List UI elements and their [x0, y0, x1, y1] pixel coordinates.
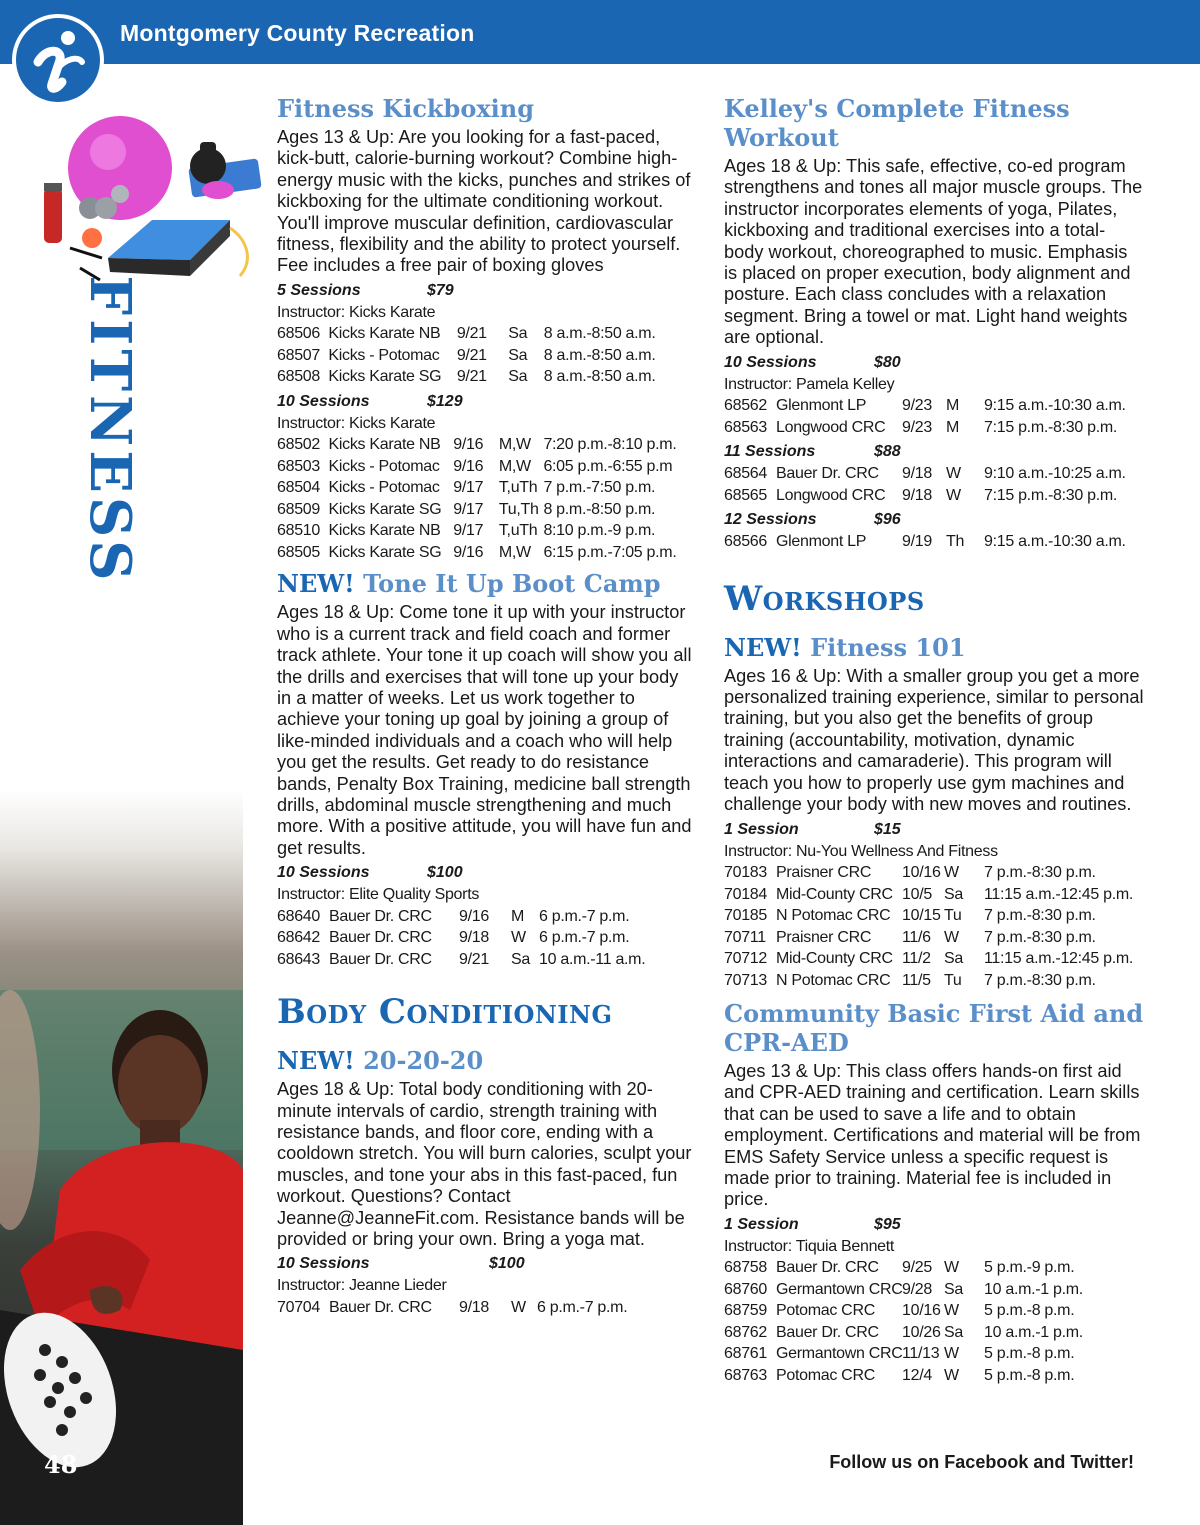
section-title-workshops: Workshops	[724, 578, 925, 619]
time: 7 p.m.-8:30 p.m.	[984, 928, 1096, 946]
time: 8 p.m.-8:50 p.m.	[543, 500, 656, 518]
course-code: 68760	[724, 1280, 767, 1298]
start-date: 9/17	[453, 479, 484, 497]
start-date: 11/5	[902, 971, 931, 989]
day: Sa	[944, 1323, 963, 1341]
schedule-table	[724, 862, 1144, 991]
course-code: 68564	[724, 465, 767, 483]
instructor: Instructor: Kicks Karate	[277, 303, 436, 321]
schedule-row	[724, 927, 1144, 949]
location: Mid-County CRC	[776, 885, 893, 903]
schedule-row	[277, 542, 692, 564]
instructor: Instructor: Kicks Karate	[277, 414, 436, 432]
schedule-row	[277, 499, 692, 521]
session-count	[277, 280, 692, 302]
day: Tu	[944, 907, 962, 924]
time: 10 a.m.-11 a.m.	[539, 950, 646, 968]
start-date: 10/16	[902, 1302, 941, 1320]
location: Glenmont LP	[776, 397, 867, 415]
course-code: 68508	[277, 368, 320, 386]
session-label: 1 Session	[724, 820, 799, 838]
day: W	[944, 1366, 959, 1384]
day: T,uTh	[498, 522, 538, 540]
location: Kicks Karate NB	[328, 522, 441, 540]
session-count	[724, 441, 1144, 463]
schedule-row	[277, 1297, 692, 1319]
session-fee: $79	[427, 281, 454, 299]
schedule-table	[724, 395, 1144, 438]
session-fee: $95	[874, 1215, 901, 1233]
start-date: 9/21	[459, 950, 489, 968]
time: 6 p.m.-7 p.m.	[539, 907, 630, 925]
instructor: Instructor: Nu-You Wellness And Fitness	[724, 842, 998, 860]
time: 7 p.m.-8:30 p.m.	[984, 971, 1096, 989]
course-description: Ages 18 & Up: This safe, effective, co-ed program strengthens and tones all major muscle groups. The instructor incorporates elements of yoga, Pilates, kickboxing and traditional exercises into a total-body workout, choreographed to music. Emphasis is placed on proper execution, body alignment and posture. Each class concludes with a relaxation segment. Bring a towel or mat. Light hand weights are optional.	[724, 156, 1143, 348]
day: Tu	[944, 971, 962, 989]
schedule-row	[277, 949, 692, 971]
instructor: Instructor: Jeanne Lieder	[277, 1277, 447, 1295]
schedule-row	[724, 1343, 1144, 1365]
schedule-row	[277, 906, 692, 928]
course-code: 68507	[277, 346, 320, 364]
location: Kicks Karate NB	[328, 436, 441, 454]
header-title: Montgomery County Recreation	[120, 20, 475, 46]
session-fee: $96	[874, 511, 901, 529]
session-label: 12 Sessions	[724, 511, 817, 529]
instructor: Instructor: Tiquia Bennett	[724, 1237, 895, 1255]
start-date: 11/13	[902, 1345, 940, 1363]
location: Bauer Dr. CRC	[776, 1259, 879, 1277]
start-date: 9/17	[453, 522, 484, 540]
course-code: 68505	[277, 543, 320, 561]
new-badge: NEW!	[277, 569, 355, 599]
day: W	[944, 864, 959, 881]
location: Praisner CRC	[776, 928, 872, 946]
location: Praisner CRC	[776, 864, 872, 881]
start-date: 9/16	[459, 907, 489, 925]
session-count	[277, 1253, 692, 1275]
course-code: 68510	[277, 522, 320, 540]
course-code: 70712	[724, 950, 767, 967]
course-code: 68642	[277, 929, 320, 947]
course-description: Ages 13 & Up: This class offers hands-on first aid and CPR-AED training and certification. Learn skills that can be used to save a life and to obtain employment. Certifications and material will be from EMS Safety Service unless a specific request is made prior to training. Material fee is included in price.	[724, 1061, 1141, 1210]
day: W	[944, 1259, 959, 1277]
start-date: 9/18	[459, 929, 489, 947]
session-fee: $129	[427, 392, 463, 410]
schedule-row	[277, 520, 692, 542]
start-date: 9/21	[456, 346, 487, 364]
start-date: 9/25	[902, 1259, 932, 1277]
course-title-20-20-20	[277, 1046, 692, 1075]
time: 9:15 a.m.-10:30 a.m.	[984, 533, 1126, 551]
new-badge: NEW!	[724, 632, 802, 662]
day: W	[944, 1345, 959, 1363]
session-fee: $100	[427, 864, 463, 882]
session-fee: $15	[874, 820, 901, 838]
course-name: Fitness 101	[810, 632, 966, 662]
time: 5 p.m.-8 p.m.	[984, 1345, 1075, 1363]
day: Sa	[508, 346, 528, 364]
schedule-row	[277, 477, 692, 499]
course-title-kickboxing: Fitness Kickboxing	[277, 94, 535, 123]
start-date: 9/17	[453, 500, 484, 518]
day: T,uTh	[498, 479, 538, 497]
course-code: 70713	[724, 971, 767, 989]
course-title-kelley: Kelley's Complete Fitness Workout	[724, 94, 1070, 152]
course-code: 68643	[277, 950, 320, 968]
schedule-row	[277, 456, 692, 478]
session-label: 11 Sessions	[724, 443, 816, 461]
day: Sa	[944, 885, 963, 903]
day: M	[946, 397, 960, 415]
start-date: 9/21	[456, 325, 487, 343]
course-code: 68761	[724, 1345, 767, 1363]
session-label: 10 Sessions	[277, 864, 370, 882]
session-count	[724, 1214, 1144, 1236]
location: Potomac CRC	[776, 1366, 875, 1384]
right-column	[724, 88, 1144, 1386]
session-label: 10 Sessions	[277, 1255, 370, 1273]
schedule-table	[724, 531, 1144, 553]
session-count	[277, 862, 692, 884]
schedule-row	[724, 862, 1144, 884]
time: 8 a.m.-8:50 a.m.	[543, 346, 656, 364]
session-label: 10 Sessions	[724, 353, 817, 371]
time: 9:10 a.m.-10:25 a.m.	[984, 465, 1126, 483]
course-code: 68504	[277, 479, 320, 497]
time: 11:15 a.m.-12:45 p.m.	[984, 885, 1134, 903]
location: Germantown CRC	[776, 1280, 903, 1298]
time: 8:10 p.m.-9 p.m.	[543, 522, 656, 540]
location: Bauer Dr. CRC	[329, 950, 432, 968]
schedule-row	[724, 1365, 1144, 1387]
session-label: 10 Sessions	[277, 392, 370, 410]
course-code: 68565	[724, 486, 767, 504]
course-code: 70711	[724, 928, 766, 946]
recreation-logo-icon	[12, 14, 104, 106]
start-date: 9/16	[453, 436, 484, 454]
schedule-table	[277, 323, 692, 388]
course-code: 68509	[277, 500, 320, 518]
location: Bauer Dr. CRC	[329, 907, 432, 925]
location: Kicks - Potomac	[328, 479, 440, 497]
location: Longwood CRC	[776, 418, 886, 436]
course-description: Ages 18 & Up: Come tone it up with your instructor who is a current track and field coach and former track athlete. Your tone it up coach will show you all the drills and exercises that will tone up your body in a matter of weeks. Let us work together to achieve your toning up goal by joining a group of like-minded individuals and a coach who will help you get the results. Get ready to do resistance bands, Penalty Box Training, medicine ball strength drills, abdominal muscle strengthening and much more. With a positive attitude, you will have fun and get results.	[277, 602, 692, 858]
location: Kicks - Potomac	[328, 457, 440, 475]
start-date: 10/16	[902, 864, 941, 881]
course-code: 68566	[724, 533, 767, 551]
course-code: 68758	[724, 1259, 767, 1277]
location: Kicks - Potomac	[328, 346, 440, 364]
vertical-section-title: FITNESS	[77, 275, 143, 585]
schedule-table	[724, 1257, 1144, 1386]
day: Tu,Th	[498, 500, 539, 518]
day: Sa	[944, 1280, 963, 1298]
day: Sa	[511, 950, 530, 968]
start-date: 9/18	[902, 465, 932, 483]
schedule-row	[724, 1279, 1144, 1301]
schedule-row	[724, 905, 1144, 927]
page-number: 48	[44, 1450, 78, 1479]
start-date: 9/16	[453, 543, 484, 561]
time: 6:05 p.m.-6:55 p.m	[543, 457, 673, 475]
day: W	[944, 928, 959, 946]
location: Kicks Karate SG	[328, 543, 442, 561]
session-count	[724, 509, 1144, 531]
athlete-photo	[0, 790, 243, 1525]
schedule-row	[724, 1300, 1144, 1322]
day: M	[511, 907, 525, 925]
schedule-row	[277, 927, 692, 949]
time: 8 a.m.-8:50 a.m.	[543, 325, 656, 343]
location: Longwood CRC	[776, 486, 886, 504]
schedule-row	[724, 1257, 1144, 1279]
course-code: 68503	[277, 457, 320, 475]
session-count	[277, 391, 692, 413]
time: 7:15 p.m.-8:30 p.m.	[984, 418, 1118, 436]
schedule-row	[277, 323, 692, 345]
session-label: 5 Sessions	[277, 281, 361, 299]
course-name: 20-20-20	[363, 1046, 484, 1076]
course-code: 68763	[724, 1366, 767, 1384]
location: Kicks Karate SG	[328, 368, 442, 386]
course-name: Tone It Up Boot Camp	[363, 569, 661, 599]
start-date: 9/19	[902, 533, 932, 551]
time: 6 p.m.-7 p.m.	[539, 929, 630, 947]
fitness-equipment-image	[40, 108, 265, 288]
course-code: 68563	[724, 418, 767, 436]
time: 7 p.m.-7:50 p.m.	[543, 479, 656, 497]
schedule-table	[277, 1297, 692, 1319]
course-title-first-aid: Community Basic First Aid and CPR-AED	[724, 999, 1144, 1057]
course-title-fitness-101	[724, 633, 1144, 662]
schedule-table	[277, 434, 692, 563]
course-code: 70704	[277, 1298, 320, 1316]
schedule-table	[277, 906, 692, 971]
schedule-row	[277, 434, 692, 456]
time: 10 a.m.-1 p.m.	[984, 1323, 1083, 1341]
schedule-row	[724, 463, 1144, 485]
schedule-row	[277, 345, 692, 367]
instructor: Instructor: Elite Quality Sports	[277, 886, 480, 904]
time: 11:15 a.m.-12:45 p.m.	[984, 950, 1134, 967]
start-date: 10/15	[902, 907, 941, 924]
day: Th	[946, 533, 965, 551]
schedule-row	[724, 1322, 1144, 1344]
time: 8 a.m.-8:50 a.m.	[543, 368, 656, 386]
course-description: Ages 13 & Up: Are you looking for a fast-paced, kick-butt, calorie-burning workout? Combine high-energy music with the kicks, punches and strikes of kickboxing for the ultimate conditioning workout. You'll improve muscular definition, cardiovascular fitness, flexibility and the ability to protect yourself. Fee includes a free pair of boxing gloves	[277, 127, 691, 276]
session-fee: $88	[874, 443, 901, 461]
schedule-row	[724, 531, 1144, 553]
location: Mid-County CRC	[776, 950, 893, 967]
time: 6:15 p.m.-7:05 p.m.	[543, 543, 677, 561]
start-date: 11/2	[902, 950, 931, 967]
day: W	[511, 1298, 526, 1316]
schedule-row	[724, 485, 1144, 507]
start-date: 9/16	[453, 457, 484, 475]
schedule-table	[724, 463, 1144, 506]
day: W	[946, 465, 961, 483]
time: 7:20 p.m.-8:10 p.m.	[543, 436, 677, 454]
course-code: 68762	[724, 1323, 767, 1341]
day: W	[944, 1302, 959, 1320]
day: Sa	[508, 325, 528, 343]
course-code: 70183	[724, 864, 767, 881]
social-footer: Follow us on Facebook and Twitter!	[829, 1452, 1134, 1472]
start-date: 10/5	[902, 885, 932, 903]
location: Potomac CRC	[776, 1302, 875, 1320]
time: 5 p.m.-9 p.m.	[984, 1259, 1075, 1277]
start-date: 9/21	[456, 368, 487, 386]
session-fee: $80	[874, 353, 901, 371]
day: W	[946, 486, 961, 504]
course-description: Ages 16 & Up: With a smaller group you get a more personalized training experience, similar to personal training, but you also get the benefits of group training (accountability, motivation, dynamic interactions and camaraderie). This program will teach you how to properly use gym machines and challenge your body with new moves and routines.	[724, 665, 1144, 815]
time: 5 p.m.-8 p.m.	[984, 1302, 1075, 1320]
start-date: 9/23	[902, 397, 932, 415]
course-code: 70185	[724, 907, 767, 924]
start-date: 9/18	[902, 486, 932, 504]
day: W	[511, 929, 526, 947]
course-title-bootcamp	[277, 569, 692, 598]
location: Bauer Dr. CRC	[329, 929, 432, 947]
schedule-row	[724, 948, 1144, 970]
section-title-body-conditioning: Body Conditioning	[277, 992, 613, 1033]
time: 7 p.m.-8:30 p.m.	[984, 864, 1096, 881]
start-date: 12/4	[902, 1366, 932, 1384]
day: Sa	[944, 950, 963, 967]
course-code: 68562	[724, 397, 767, 415]
page-header	[0, 0, 1200, 64]
day: M,W	[498, 457, 531, 475]
session-count	[724, 819, 1144, 841]
start-date: 10/26	[902, 1323, 941, 1341]
schedule-row	[277, 366, 692, 388]
location: Kicks Karate SG	[328, 500, 442, 518]
course-code: 68759	[724, 1302, 767, 1320]
location: Bauer Dr. CRC	[776, 1323, 879, 1341]
session-count	[724, 352, 1144, 374]
session-fee: $100	[489, 1255, 525, 1273]
course-code: 68506	[277, 325, 320, 343]
new-badge: NEW!	[277, 1046, 355, 1076]
schedule-row	[724, 884, 1144, 906]
course-code: 68502	[277, 436, 320, 454]
location: Kicks Karate NB	[328, 325, 441, 343]
start-date: 9/23	[902, 418, 932, 436]
time: 7:15 p.m.-8:30 p.m.	[984, 486, 1118, 504]
start-date: 11/6	[902, 928, 931, 946]
day: M,W	[498, 436, 531, 454]
schedule-row	[724, 970, 1144, 992]
day: M	[946, 418, 960, 436]
course-code: 68640	[277, 907, 320, 925]
location: Germantown CRC	[776, 1345, 903, 1363]
location: Bauer Dr. CRC	[776, 465, 879, 483]
start-date: 9/28	[902, 1280, 932, 1298]
schedule-row	[724, 395, 1144, 417]
left-column	[277, 88, 692, 1318]
start-date: 9/18	[459, 1298, 489, 1316]
location: Bauer Dr. CRC	[329, 1298, 432, 1316]
time: 5 p.m.-8 p.m.	[984, 1366, 1075, 1384]
location: N Potomac CRC	[776, 971, 891, 989]
day: Sa	[508, 368, 528, 386]
course-code: 70184	[724, 885, 767, 903]
time: 6 p.m.-7 p.m.	[537, 1298, 628, 1316]
course-description: Ages 18 & Up: Total body conditioning with 20-minute intervals of cardio, strength training with resistance bands, and floor core, ending with a cooldown stretch. You will burn calories, sculpt your muscles, and tone your abs in this fast-paced, fun workout. Questions? Contact Jeanne@JeanneFit.com. Resistance bands will be provided or bring your own. Bring a yoga mat.	[277, 1079, 692, 1250]
time: 9:15 a.m.-10:30 a.m.	[984, 397, 1126, 415]
session-label: 1 Session	[724, 1215, 799, 1233]
location: Glenmont LP	[776, 533, 867, 551]
time: 10 a.m.-1 p.m.	[984, 1280, 1083, 1298]
schedule-row	[724, 417, 1144, 439]
instructor: Instructor: Pamela Kelley	[724, 375, 895, 393]
day: M,W	[498, 543, 531, 561]
time: 7 p.m.-8:30 p.m.	[984, 907, 1096, 924]
location: N Potomac CRC	[776, 907, 891, 924]
